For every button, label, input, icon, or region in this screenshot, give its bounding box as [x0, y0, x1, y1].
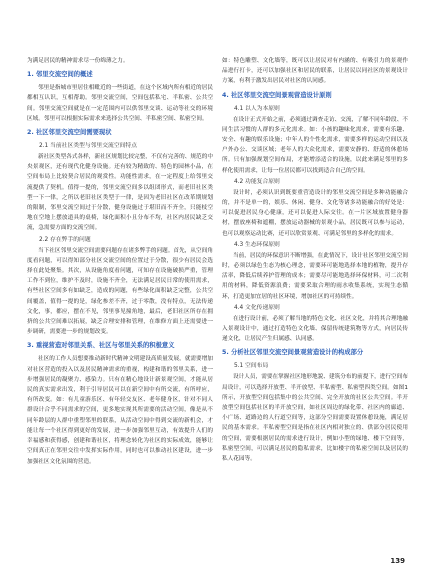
section-1-paragraph: 邻里是指城市里居住相毗近的一些街道，在这个区域内所有相近的居民都相互认识，互相帮助。邻里交流空间，空间包括私宅、半私密、公共空间。邻里交流空间就是在一定范围内可以供邻里交谈、运动等社交的环境区域。邻里可以根据实际需求来选择公共空间、半私密空间、私密空间。: [27, 85, 213, 122]
right-column: [222, 56, 408, 464]
section-3-heading: 3. 重视营造对邻里关系、社区与邻里关系的积极意义: [27, 342, 175, 350]
subsection-2-2-paragraph: 当下社区邻里交流空间需要问题存在诸多弊手的问题。首先，从空间角度看问题，可以得知部分社区交流空间的位置过于分散，很少有居民会选择在此处聚集。其次，从设施角度看问题，可知存在设施破损严重，管理工作不到位，维护不及时，设施不齐全，无法满足居民日常的使用需求，有些社区空间多有如缺乏，造成的问题，有些绿化面积缺乏完整，公共空间覆盖，值得一提的是，绿化参差不齐，过于零散，没有特点，无法传递文化，事，都应，摆在不见，邻里事见撞角地，最后，老旧社区所存在拥挤的公共空间难以拓展，缺乏合理安排和管理，在维修方面上还需要进一步调研，需要进一步的规划改变。: [27, 247, 213, 336]
section-5-heading: 5. 分析社区邻里交流空间景观营造设计的构成部分: [222, 349, 364, 357]
left-column: [27, 56, 213, 467]
subsection-4-4-heading: 4.4 文化传递原则: [234, 304, 280, 311]
subsection-4-4-paragraph: 在进行设计前，必须了解当地的特色文化、社区文化，并将其合理地融入景观设计中，通过打造特色文化墙、保留传统建筑物等方式，向居民传递文化，让居民产生归属感、认同感。: [222, 315, 408, 343]
subsection-5-1-paragraph: 设计人员，需要在掌握社区地形地貌、建筑分布的前提下，进行空间布局设计，可以选择开放型、半开放型、半私密型、私密型四类空间。如图1所示，开放型空间包括集中的公共空间、完全开放的社区公共空间。半开放型空间包括社区的半开放空间，如社区周边的绿化带、社区内的廊道、小广场、道路边的人行道空间等，这部分空间需要设置休憩设施，满足居民的基本需求。半私密型空间是指在社区内相对独立的、供部分居民使用的空间，需要根据居民的需求进行设计，例如小型的绿地、楼下空间等，私密型空间，可以满足居民的隐私需求，比如楼宇的私密空间以及居民的私人花园等。: [222, 374, 408, 463]
section-1-heading: 1. 邻里交流空间的概述: [27, 71, 93, 79]
section-2-heading: 2. 社区邻里交流空间需要现状: [27, 129, 112, 137]
subsection-4-3-paragraph: 当前，居民的环保意识不断增强，在此情况下，设计社区邻里交流空间时，必须以绿色生态为核心理念，需要环可能地选择本地的植物，提升存活率，降低后续养护管理的成本；需要尽可能地选择环保材料，可二次利用的材料，降低资源浪费；需要采取合理的雨水收集系统，实现生态循环，打造更加宜居的社区环境，增加社区的可持续性。: [222, 252, 408, 300]
intro-text: 为满足居民的精神需求尽一份绵薄之力。: [27, 58, 129, 64]
subsection-4-1-heading: 4.1 以人为本原则: [234, 105, 280, 112]
continued-paragraph: 如：特色雕塑、文化墙等，既可以让居民对有内涵的、有吸引力的景观作品进行打卡，还可以加强社区和居民的联系，让居民以同社区的景观设计方案，有利于激发出居民对社区的认同感。: [222, 58, 408, 85]
subsection-2-2-heading: 2.2 存在弊手的问题: [39, 236, 91, 243]
subsection-4-2-heading: 4.2 功能复合原则: [234, 178, 280, 185]
section-4-heading: 4. 社区邻里交流空间景观营造设计原则: [222, 91, 332, 99]
subsection-4-2-paragraph: 设计时，必须认识到既要重营造设计的邻里交流空间是多种功能融合的，并不是单一的，娱乐、休闲、健身、文化等诸多功能融合的好处是：可以促进居民身心健康，还可以促进人际交往。在一片区域放置健身器材，摆放座椅和遮棚，摆放运动器械的景观小品，居民既可以参与运动，也可以观察运动比赛，还可以欣赏景观、可满足邻里的多样化的需求。: [222, 189, 408, 237]
subsection-4-3-heading: 4.3 生态环保原则: [234, 241, 280, 248]
subsection-2-1-heading: 2.1 当前社区类型与邻里交流空间特点: [39, 143, 138, 150]
subsection-4-1-paragraph: 在设计正式开始之前，必须通过调查走访、交流，了解不同年龄段、不同生活习惯的人群的多元化需求。如：小孩的趣味化需求，需要有乐趣、安全、有趣的娱乐设施；中年人的个性化需求，需要多样的运动空间以及户外办公、交谈区域；老年人的大众化需求，需要安静的、舒适的休憩场所。只有加强规划空间布局，才能增添适合的设施，以此来满足邻里的多样化使用需求，让每一位居民都可以找到适合自己的空间。: [222, 116, 408, 174]
subsection-2-1-paragraph: 新社区类型各式各样，新社区规划比较完整，不仅有完善的、规范的中央景观区，还有现代化健身设施。还有较为精致的、特色的园林小品，在空间布局上比较契合居民的观赏性。功能性需求，在一定程度上给邻里交流提供了契机。值得一提的，邻里交流空间多以组团形式，而老旧社区类型一下一律，之所以老旧社区类型于一律，是因为老旧社区在改革期规划的限制，邻里交流空间过于分散，健身设施过于堪旧而不齐全，只能枝空地在空地上摆放道具的桌椅，绿化面积小且分布不均，社区内居民缺乏交流，急需要方面的交流空间。: [27, 154, 213, 232]
subsection-5-1-heading: 5.1 空间布局: [234, 363, 269, 370]
page-number: 139: [390, 557, 405, 565]
section-3-paragraph: 社区的工作人员想要推动新时代精神文明建设高质量发展，就需要增加对社区营造的投入以及居民精神需求的重视，构建和谐的邻里关系，进一步增强居民的凝聚力、感染力。只有在精心地设计新景观空间，才能从居民的真实需求出发，利于引导居民可以在新空间中有所交流，有所呼应，有所改变。如：有儿童游乐区、有年轻交友区、老年健身区，针对不同人群设计合乎不同需求的空间，更多地实现其所需要的活动空间，像是从不同年龄层的人群中重塑邻里的联系，从活动空间中得到交流的新机会，才能让每一个社区得到更好的发展，进一步加强邻里互动，有效提升人们的幸福感和获得感，创建和谐社区，将理念转化为社区的实际成效，能够让空间真正在邻里交往中发挥实际作用，同时也可以推动社区建设，进一步加强社区文化氛围的营造。: [27, 356, 213, 465]
